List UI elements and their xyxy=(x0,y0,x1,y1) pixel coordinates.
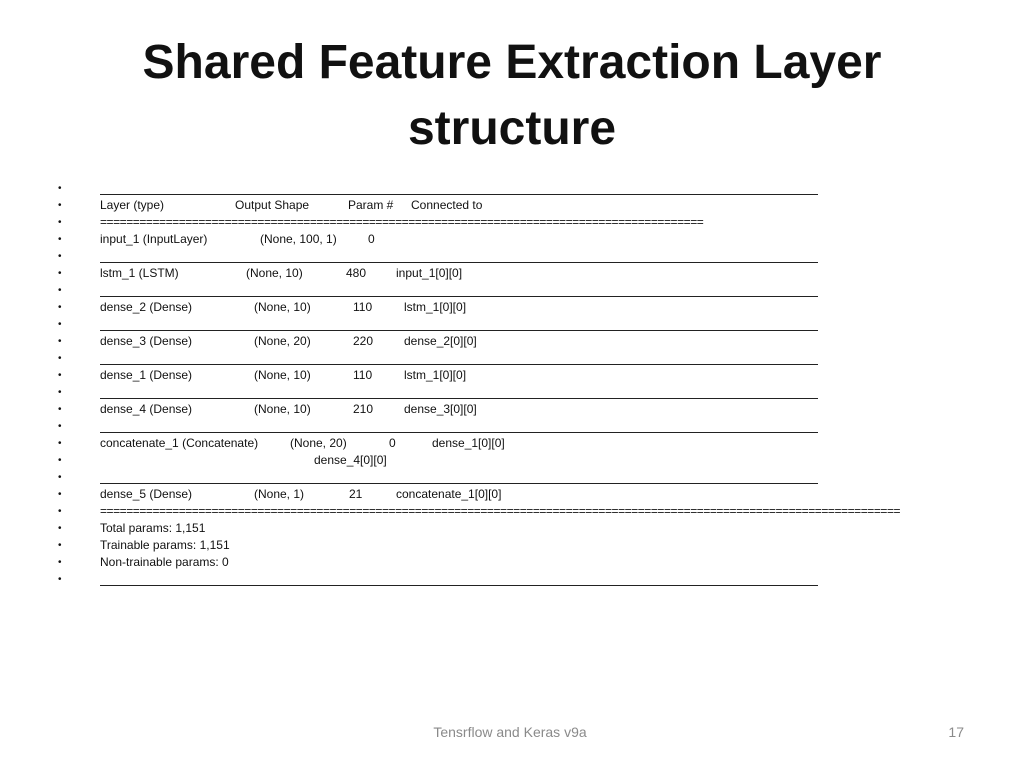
bullet-icon: • xyxy=(58,353,62,364)
row-layer: concatenate_1 (Concatenate) xyxy=(100,436,259,450)
row-params: 210 xyxy=(353,402,374,416)
list-item xyxy=(58,469,818,486)
row-connected: concatenate_1[0][0] xyxy=(396,487,502,501)
bullet-icon: • xyxy=(58,285,62,296)
table-row xyxy=(58,435,818,452)
bullet-icon: • xyxy=(58,438,62,449)
row-layer: dense_3 (Dense) xyxy=(100,334,193,348)
list-item xyxy=(58,282,818,299)
page-number: 17 xyxy=(948,724,964,740)
list-item xyxy=(58,554,818,571)
bullet-icon: • xyxy=(58,557,62,568)
row-connected: lstm_1[0][0] xyxy=(404,368,467,382)
table-row xyxy=(58,299,818,316)
bullet-icon: • xyxy=(58,489,62,500)
list-item xyxy=(58,350,818,367)
list-item xyxy=(58,248,818,265)
row-connected: lstm_1[0][0] xyxy=(404,300,467,314)
slide-title-line-1: Shared Feature Extraction Layer xyxy=(142,36,882,89)
row-connected: dense_2[0][0] xyxy=(404,334,477,348)
row-shape: (None, 20) xyxy=(254,334,311,348)
separator-rule xyxy=(100,398,818,399)
trainable-params: Trainable params: 1,151 xyxy=(100,538,230,552)
table-row-continuation xyxy=(58,452,818,469)
list-item xyxy=(58,384,818,401)
row-shape: (None, 10) xyxy=(254,402,311,416)
bullet-icon: • xyxy=(58,234,62,245)
bullet-icon: • xyxy=(58,574,62,585)
row-layer: lstm_1 (LSTM) xyxy=(100,266,179,280)
bullet-icon: • xyxy=(58,421,62,432)
row-layer: dense_1 (Dense) xyxy=(100,368,193,382)
list-item xyxy=(58,214,818,231)
row-shape: (None, 10) xyxy=(246,266,303,280)
row-params: 480 xyxy=(346,266,367,280)
separator-rule xyxy=(100,483,818,484)
row-shape: (None, 1) xyxy=(254,487,305,501)
separator-rule xyxy=(100,585,818,586)
bullet-icon: • xyxy=(58,387,62,398)
bullet-icon: • xyxy=(58,302,62,313)
summary-header-row xyxy=(58,197,818,214)
row-connected-extra: dense_4[0][0] xyxy=(314,453,387,467)
bullet-icon: • xyxy=(58,472,62,483)
row-params: 110 xyxy=(353,300,373,314)
bullet-icon: • xyxy=(58,336,62,347)
bullet-icon: • xyxy=(58,200,62,211)
list-item xyxy=(58,571,818,588)
bullet-icon: • xyxy=(58,370,62,381)
row-connected: dense_3[0][0] xyxy=(404,402,477,416)
bullet-icon: • xyxy=(58,268,62,279)
row-params: 110 xyxy=(353,368,373,382)
bullet-icon: • xyxy=(58,506,62,517)
row-layer: dense_4 (Dense) xyxy=(100,402,193,416)
bullet-icon: • xyxy=(58,540,62,551)
slide-title xyxy=(60,30,964,162)
header-param-count: Param # xyxy=(348,198,394,212)
table-row xyxy=(58,401,818,418)
row-layer: dense_5 (Dense) xyxy=(100,487,193,501)
bullet-icon: • xyxy=(58,455,62,466)
separator-rule xyxy=(100,330,818,331)
row-params: 220 xyxy=(353,334,374,348)
row-shape: (None, 10) xyxy=(254,368,311,382)
list-item xyxy=(58,316,818,333)
row-params: 0 xyxy=(368,232,375,246)
equals-separator: ============================================================================================ xyxy=(100,215,704,229)
row-shape: (None, 20) xyxy=(290,436,347,450)
row-params: 21 xyxy=(349,487,363,501)
list-item xyxy=(58,418,818,435)
slide-footer: Tensrflow and Keras v9a xyxy=(433,724,587,740)
row-params: 0 xyxy=(389,436,396,450)
bullet-icon: • xyxy=(58,251,62,262)
table-row xyxy=(58,333,818,350)
bullet-icon: • xyxy=(58,319,62,330)
list-item xyxy=(58,537,818,554)
equals-separator: ========================================================================================================================== xyxy=(100,504,901,518)
slide-title-line-2: structure xyxy=(407,102,617,155)
row-layer: input_1 (InputLayer) xyxy=(100,232,208,246)
header-connected-to: Connected to xyxy=(411,198,483,212)
header-layer-type: Layer (type) xyxy=(100,198,165,212)
non-trainable-params: Non-trainable params: 0 xyxy=(100,555,229,569)
bullet-icon: • xyxy=(58,183,62,194)
separator-rule xyxy=(100,364,818,365)
separator-rule xyxy=(100,432,818,433)
bullet-icon: • xyxy=(58,523,62,534)
separator-rule xyxy=(100,296,818,297)
separator-rule xyxy=(100,262,818,263)
list-item xyxy=(58,520,818,537)
table-row xyxy=(58,367,818,384)
model-summary-list xyxy=(58,180,901,588)
row-layer: dense_2 (Dense) xyxy=(100,300,193,314)
total-params: Total params: 1,151 xyxy=(100,521,206,535)
row-connected: dense_1[0][0] xyxy=(432,436,505,450)
table-row xyxy=(58,231,818,248)
row-shape: (None, 100, 1) xyxy=(260,232,337,246)
row-shape: (None, 10) xyxy=(254,300,311,314)
list-item xyxy=(58,503,901,520)
table-row xyxy=(58,265,818,282)
bullet-icon: • xyxy=(58,217,62,228)
row-connected: input_1[0][0] xyxy=(396,266,463,280)
bullet-icon: • xyxy=(58,404,62,415)
separator-rule xyxy=(100,194,818,195)
header-output-shape: Output Shape xyxy=(235,198,310,212)
table-row xyxy=(58,486,818,503)
list-item xyxy=(58,180,818,197)
